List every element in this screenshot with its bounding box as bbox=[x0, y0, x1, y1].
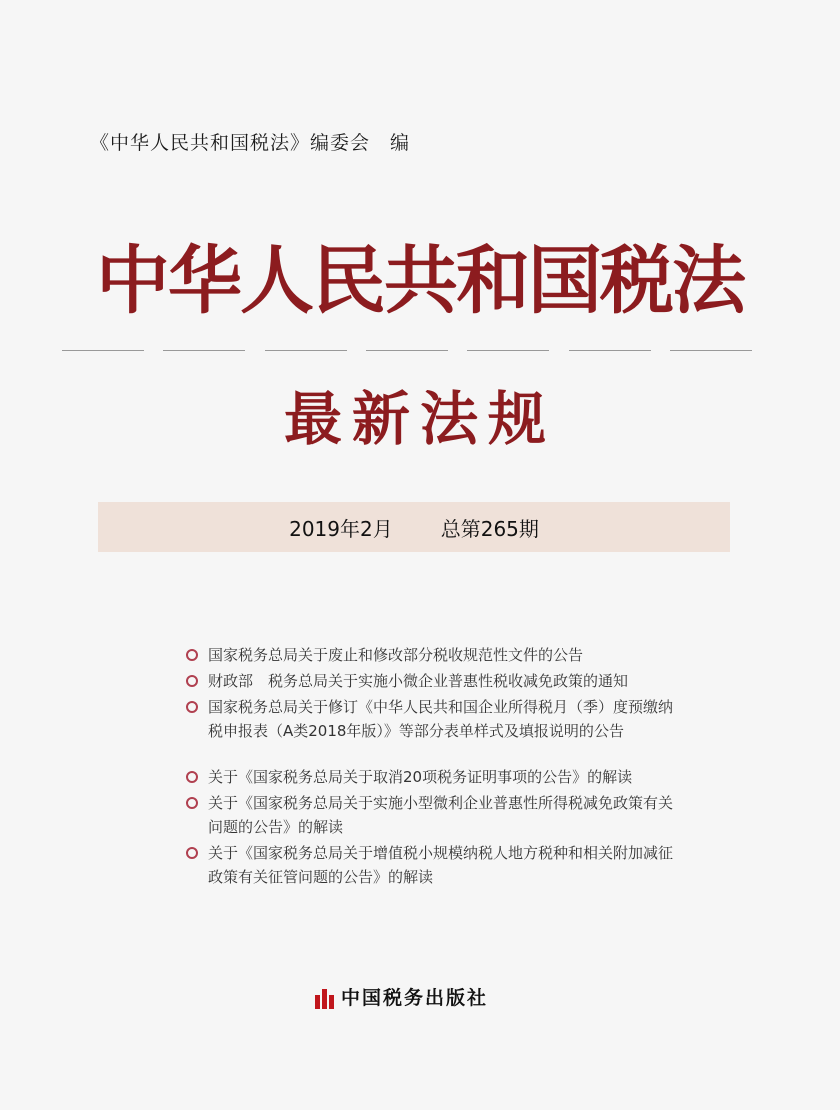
item-text: 国家税务总局关于修订《中华人民共和国企业所得税月（季）度预缴纳税申报表（A类2018年版）》等部分表单样式及填报说明的公告 bbox=[208, 698, 674, 740]
item-text: 关于《国家税务总局关于实施小型微利企业普惠性所得税减免政策有关问题的公告》的解读 bbox=[208, 794, 674, 836]
circle-bullet-icon bbox=[186, 675, 198, 687]
publisher-name: 中国税务出版社 bbox=[341, 987, 489, 1009]
list-item bbox=[186, 841, 686, 889]
item-text: 财政部 税务总局关于实施小微企业普惠性税收减免政策的通知 bbox=[208, 672, 629, 690]
circle-bullet-icon bbox=[186, 771, 198, 783]
list-item bbox=[186, 643, 686, 667]
circle-bullet-icon bbox=[186, 649, 198, 661]
issue-band bbox=[98, 502, 730, 552]
list-item bbox=[186, 695, 686, 743]
list-item bbox=[186, 791, 686, 839]
item-text: 关于《国家税务总局关于增值税小规模纳税人地方税种和相关附加减征政策有关征管问题的公告》的解读 bbox=[208, 844, 674, 886]
item-text: 国家税务总局关于废止和修改部分税收规范性文件的公告 bbox=[208, 646, 584, 664]
list-item bbox=[186, 669, 686, 693]
subtitle: 最新法规 bbox=[283, 385, 556, 453]
publisher bbox=[315, 983, 488, 1010]
main-title: 中华人民共和国税法 bbox=[96, 238, 744, 324]
list-item bbox=[186, 765, 686, 789]
item-text: 关于《国家税务总局关于取消20项税务证明事项的公告》的解读 bbox=[208, 768, 633, 786]
editor-line: 《中华人民共和国税法》编委会 编 bbox=[90, 132, 411, 154]
circle-bullet-icon bbox=[186, 797, 198, 809]
circle-bullet-icon bbox=[186, 847, 198, 859]
issue-number: 总第265期 bbox=[440, 516, 539, 541]
divider bbox=[62, 350, 752, 352]
publisher-logo-icon bbox=[315, 985, 335, 1009]
contents-list bbox=[186, 643, 686, 891]
circle-bullet-icon bbox=[186, 701, 198, 713]
issue-date: 2019年2月 bbox=[289, 516, 393, 541]
